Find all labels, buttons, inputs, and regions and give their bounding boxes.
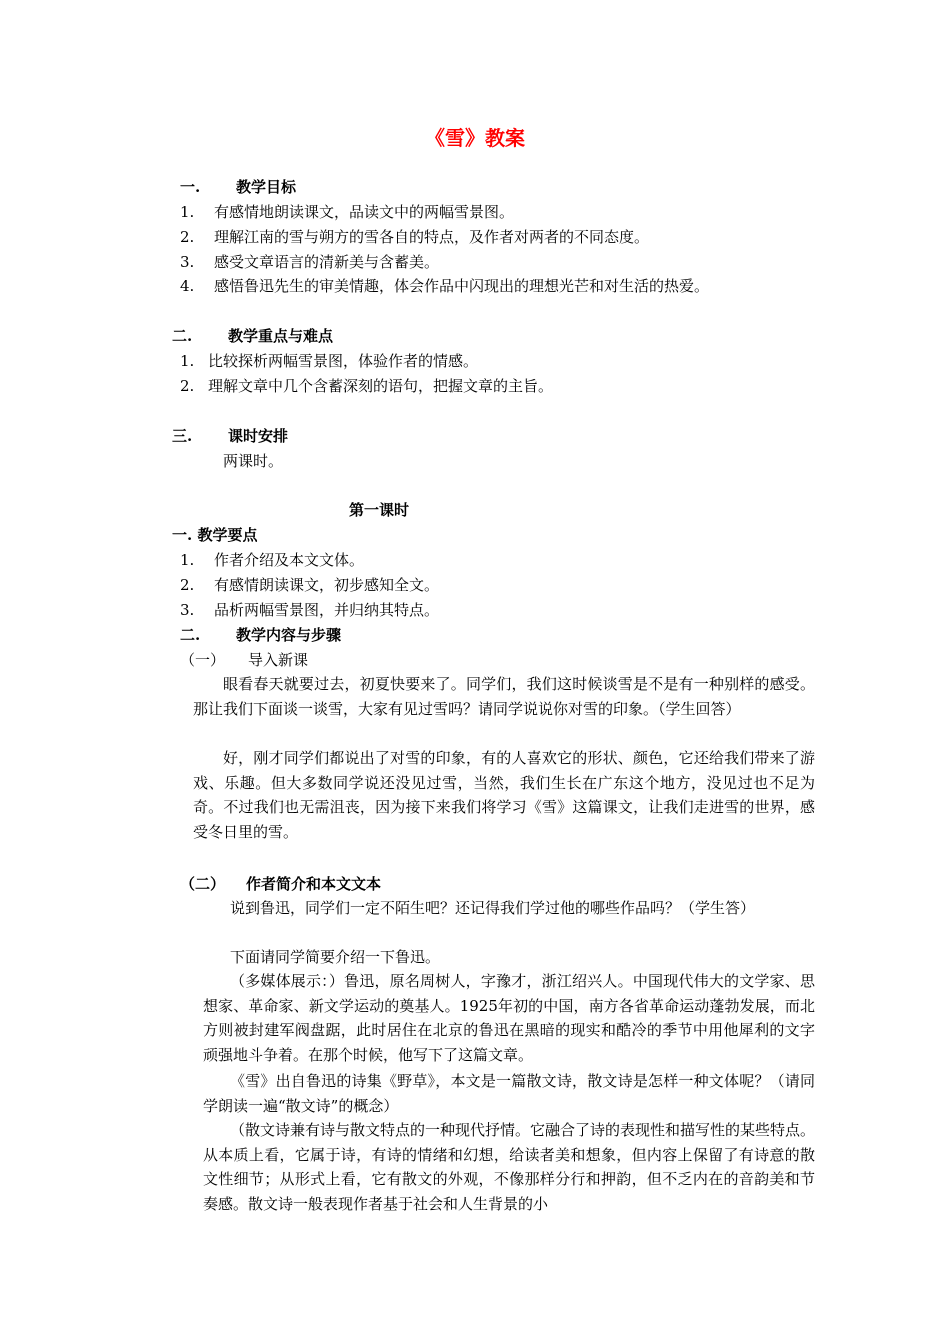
item-number: 2. — [180, 377, 195, 395]
list-item — [180, 276, 709, 296]
intro-paragraph-2: 好，刚才同学们都说出了对雪的印象，有的人喜欢它的形状、颜色，它还给我们带来了游戏、乐趣。但大多数同学说还没见过雪，当然，我们生长在广东这个地方，没见过也不足为奇。不过我们也无需沮丧，因为接下来我们将学习《雪》这篇课文，让我们走进雪的世界，感受冬日里的雪。 — [193, 749, 815, 841]
item-text: 理解文章中几个含蓄深刻的语句，把握文章的主旨。 — [208, 377, 554, 395]
item-number: 3. — [180, 601, 195, 619]
author-paragraph-2: 下面请同学简要介绍一下鲁迅。 — [230, 948, 441, 966]
item-number: 1. — [180, 203, 195, 221]
item-text: 有感情地朗读课文，品读文中的两幅雪景图。 — [214, 203, 515, 221]
section-goals-heading — [180, 177, 296, 197]
schedule-text: 两课时。 — [223, 452, 284, 470]
subsection-intro-heading — [180, 650, 308, 670]
item-number: 2. — [180, 228, 195, 246]
section-title: 课时安排 — [228, 427, 289, 445]
item-text: 品析两幅雪景图，并归纳其特点。 — [214, 601, 440, 619]
subsection-title: 作者简介和本文文本 — [246, 875, 382, 893]
steps-heading — [180, 625, 341, 645]
section-title: 教学目标 — [236, 178, 297, 196]
list-item — [180, 600, 439, 620]
section-title: 教学内容与步骤 — [236, 626, 342, 644]
list-item — [180, 550, 364, 570]
item-number: 2. — [180, 576, 195, 594]
section-number: 三. — [172, 427, 193, 445]
subsection-number: （二） — [180, 875, 226, 893]
lesson-heading: 第一课时 — [349, 501, 410, 519]
section-schedule-heading — [172, 426, 288, 446]
item-number: 3. — [180, 253, 195, 271]
intro-paragraph-1: 眼看春天就要过去，初夏快要来了。同学们，我们这时候谈雪是不是有一种别样的感受。那让我们下面谈一谈雪，大家有见过雪吗？请同学说说你对雪的印象。（学生回答） — [193, 675, 815, 718]
section-focus-heading — [172, 326, 333, 346]
author-paragraph-3: （多媒体展示：）鲁迅，原名周树人，字豫才，浙江绍兴人。中国现代伟大的文学家、思想家、革命家、新文学运动的奠基人。1925年初的中国，南方各省革命运动蓬勃发展，而北方则被封建军阀盘踞，此时居住在北京的鲁迅在黑暗的现实和酷冷的季节中用他犀利的文字顽强地斗争着。在那个时候，他写下了这篇文章。 — [203, 972, 815, 1064]
item-number: 4. — [180, 277, 195, 295]
item-text: 比较探析两幅雪景图，体验作者的情感。 — [208, 352, 479, 370]
item-text: 理解江南的雪与朔方的雪各自的特点，及作者对两者的不同态度。 — [214, 228, 650, 246]
item-text: 有感情朗读课文，初步感知全文。 — [214, 576, 440, 594]
section-number: 一. — [180, 178, 201, 196]
item-text: 感受文章语言的清新美与含蓄美。 — [214, 253, 440, 271]
list-item — [180, 351, 478, 371]
list-item — [180, 227, 649, 247]
list-item — [180, 202, 514, 222]
subsection-author-heading — [180, 874, 381, 894]
list-item — [180, 575, 439, 595]
subsection-title: 导入新课 — [248, 651, 309, 669]
list-item — [180, 252, 439, 272]
subsection-number: （一） — [180, 651, 226, 669]
item-number: 1. — [180, 551, 195, 569]
item-text: 作者介绍及本文文体。 — [214, 551, 365, 569]
item-text: 感悟鲁迅先生的审美情趣，体会作品中闪现出的理想光芒和对生活的热爱。 — [214, 277, 710, 295]
author-paragraph-4: 《雪》出自鲁迅的诗集《野草》，本文是一篇散文诗，散文诗是怎样一种文体呢？（请同学朗读一遍“散文诗”的概念） — [203, 1072, 815, 1115]
item-number: 1. — [180, 352, 195, 370]
section-title: 教学重点与难点 — [228, 327, 334, 345]
section-number: 二. — [180, 626, 201, 644]
points-heading: 一. 教学要点 — [172, 526, 258, 544]
document-title: 《雪》教案 — [425, 126, 525, 150]
list-item — [180, 376, 553, 396]
author-paragraph-5: （散文诗兼有诗与散文特点的一种现代抒情。它融合了诗的表现性和描写性的某些特点。从本质上看，它属于诗，有诗的情绪和幻想，给读者美和想象，但内容上保留了有诗意的散文性细节；从形式上看，它有散文的外观，不像那样分行和押韵，但不乏内在的音韵美和节奏感。散文诗一般表现作者基于社会和人生背景的小 — [203, 1121, 816, 1213]
section-number: 二. — [172, 327, 193, 345]
author-paragraph-1: 说到鲁迅，同学们一定不陌生吧？还记得我们学过他的哪些作品吗？（学生答） — [230, 899, 756, 917]
